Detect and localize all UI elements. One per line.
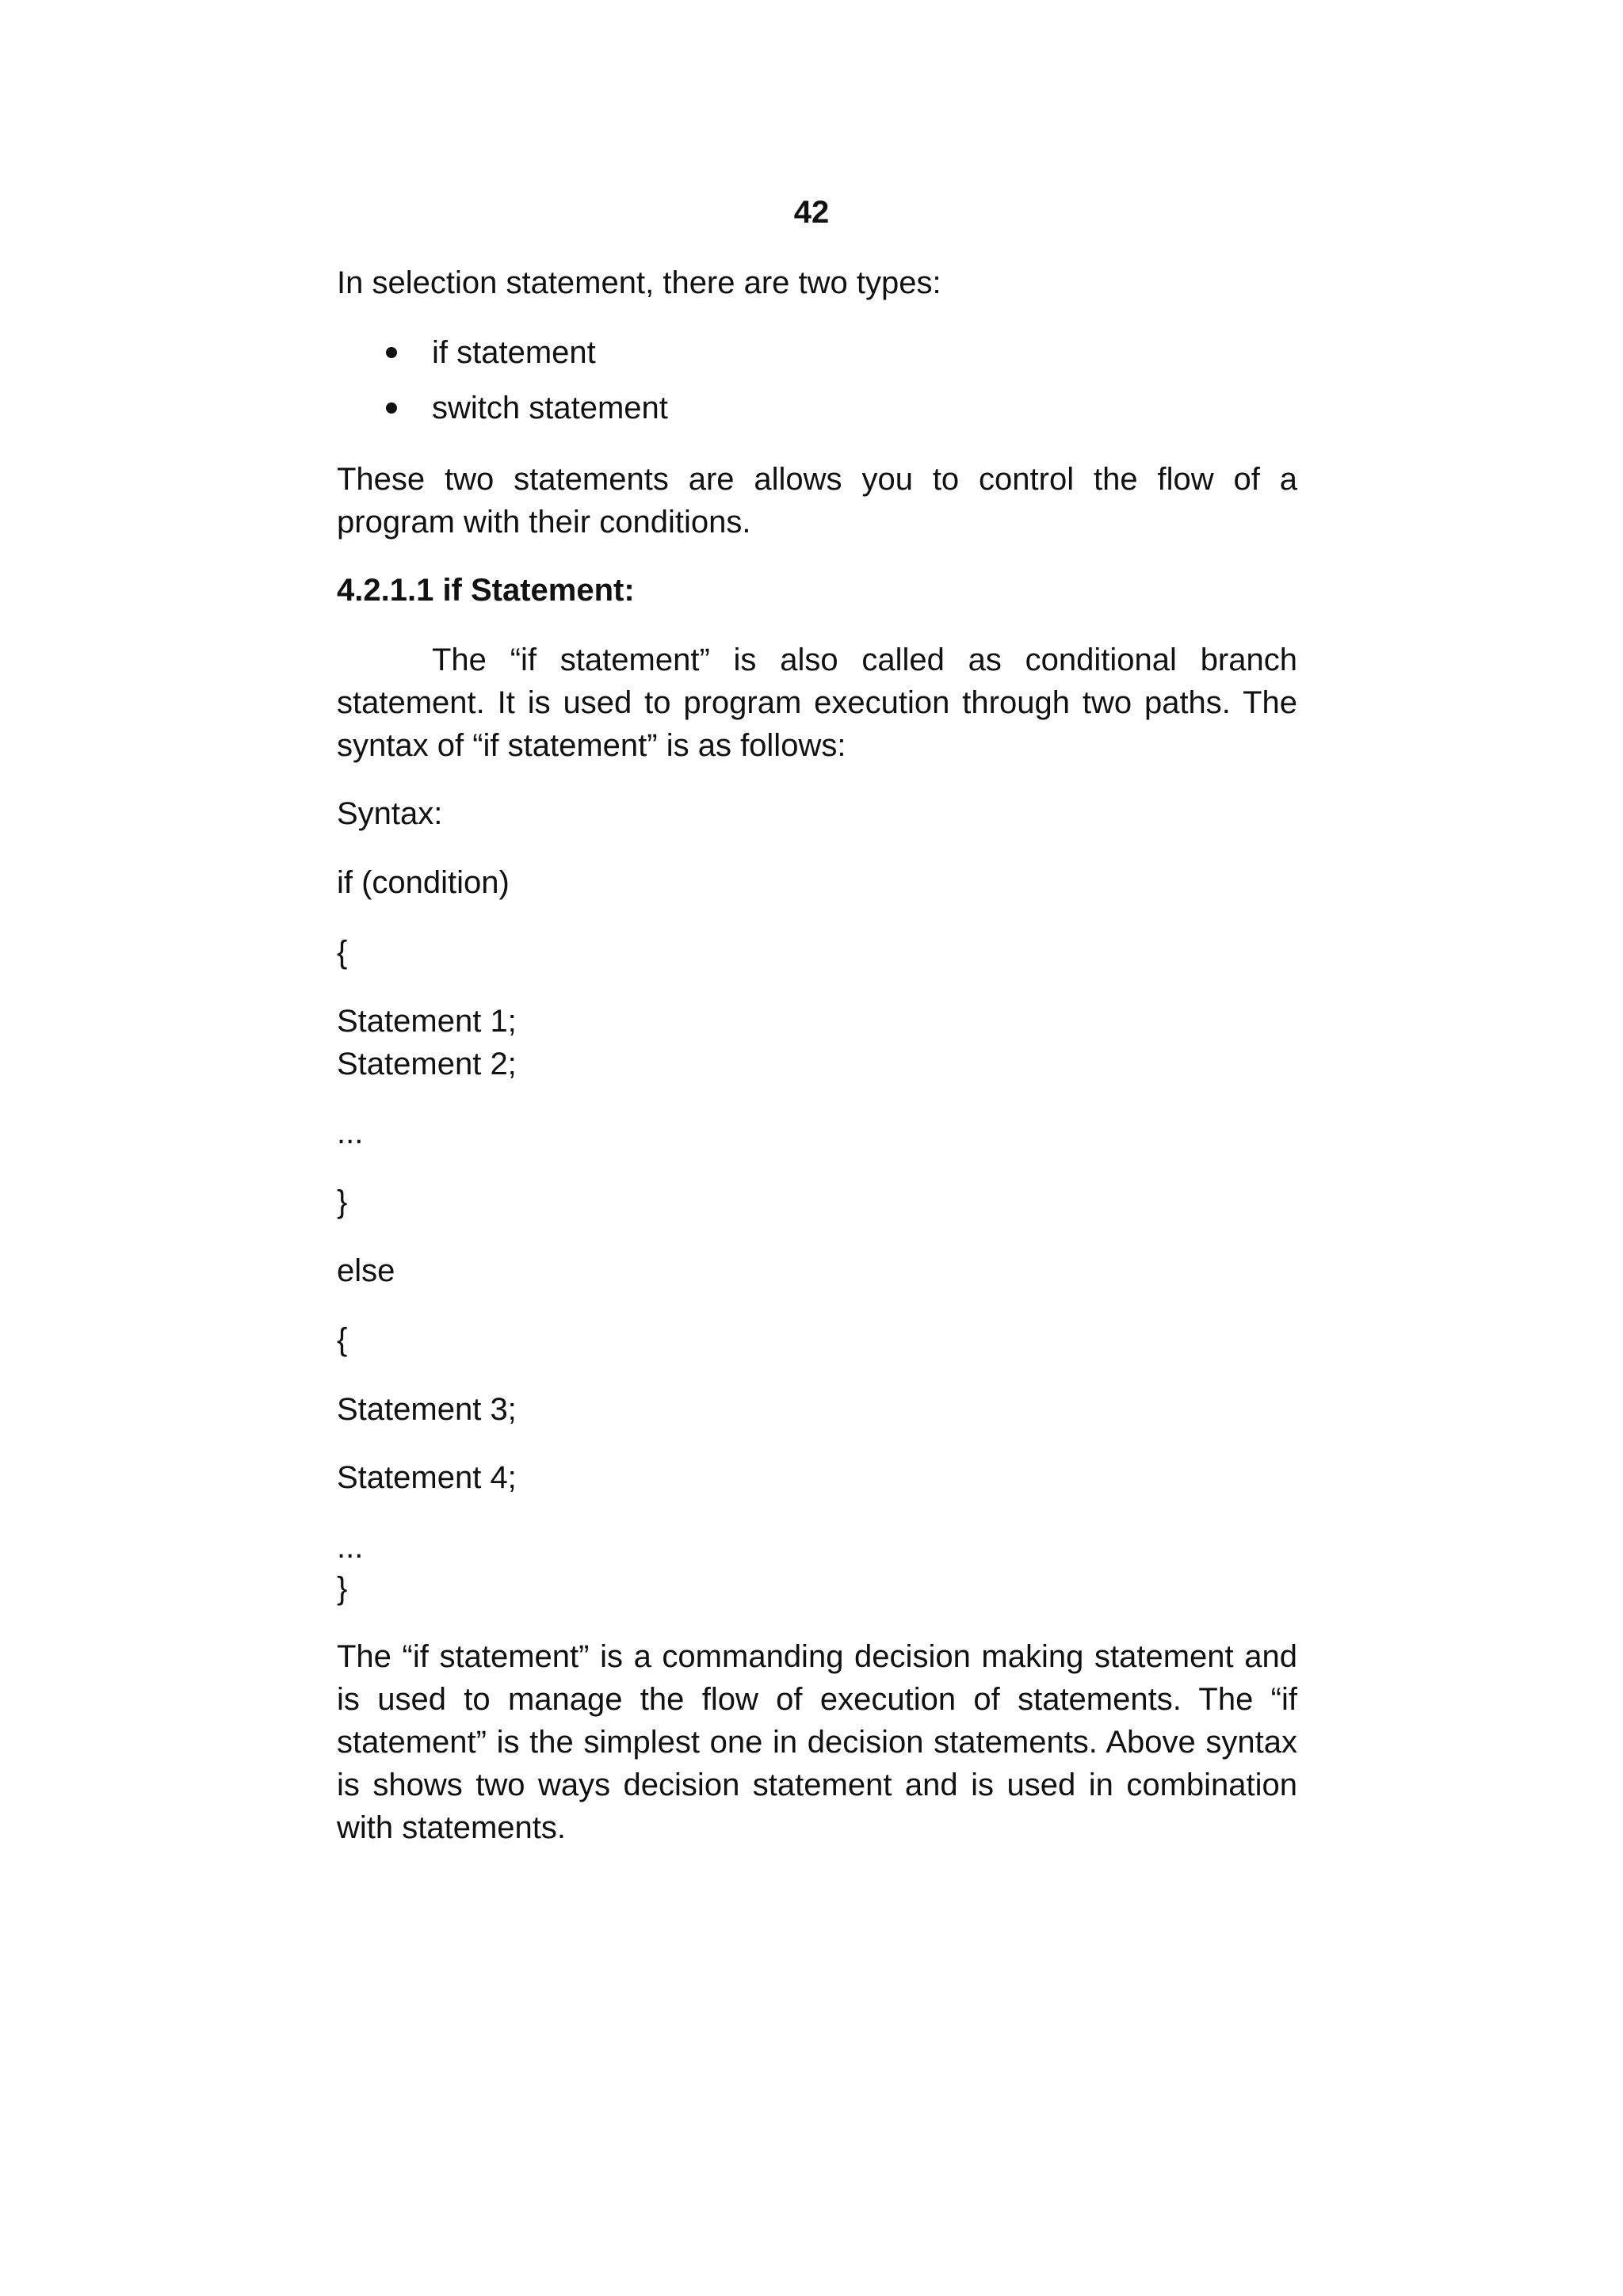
syntax-line: } — [337, 1184, 348, 1219]
list-item-label: if statement — [432, 335, 596, 370]
statement-types-list — [337, 331, 1297, 442]
syntax-line: Statement 1; — [337, 1004, 517, 1039]
bullet-icon — [386, 347, 397, 358]
list-item — [337, 387, 1297, 442]
syntax-line: { — [337, 935, 348, 970]
syntax-line: ... — [337, 1530, 364, 1565]
syntax-line: Statement 3; — [337, 1392, 517, 1427]
syntax-line: { — [337, 1322, 348, 1357]
syntax-line: ... — [337, 1116, 364, 1150]
control-paragraph: These two statements are allows you to control the flow of a program with their conditions. — [337, 462, 1297, 540]
closing-paragraph: The “if statement” is a commanding decision making statement and is used to manage the flow of execution of statements. The “if statement” is the simplest one in decision statements. Above syntax is shows two ways decision statement and is used in combination with statements. — [337, 1639, 1297, 1845]
syntax-line: if (condition) — [337, 865, 510, 900]
syntax-line: Statement 2; — [337, 1047, 517, 1081]
list-item-label: switch statement — [432, 391, 668, 425]
page-number: 42 — [793, 195, 830, 230]
syntax-label: Syntax: — [337, 796, 443, 831]
description-paragraph: The “if statement” is also called as conditional branch statement. It is used to program execution through two paths. The syntax of “if statement” is as follows: — [337, 643, 1297, 763]
intro-text: In selection statement, there are two types: — [337, 265, 941, 300]
syntax-line: } — [337, 1571, 348, 1606]
bullet-icon — [386, 402, 397, 414]
section-heading: 4.2.1.1 if Statement: — [337, 573, 635, 608]
syntax-line: Statement 4; — [337, 1460, 517, 1495]
syntax-line: else — [337, 1253, 395, 1288]
list-item — [337, 331, 1297, 387]
